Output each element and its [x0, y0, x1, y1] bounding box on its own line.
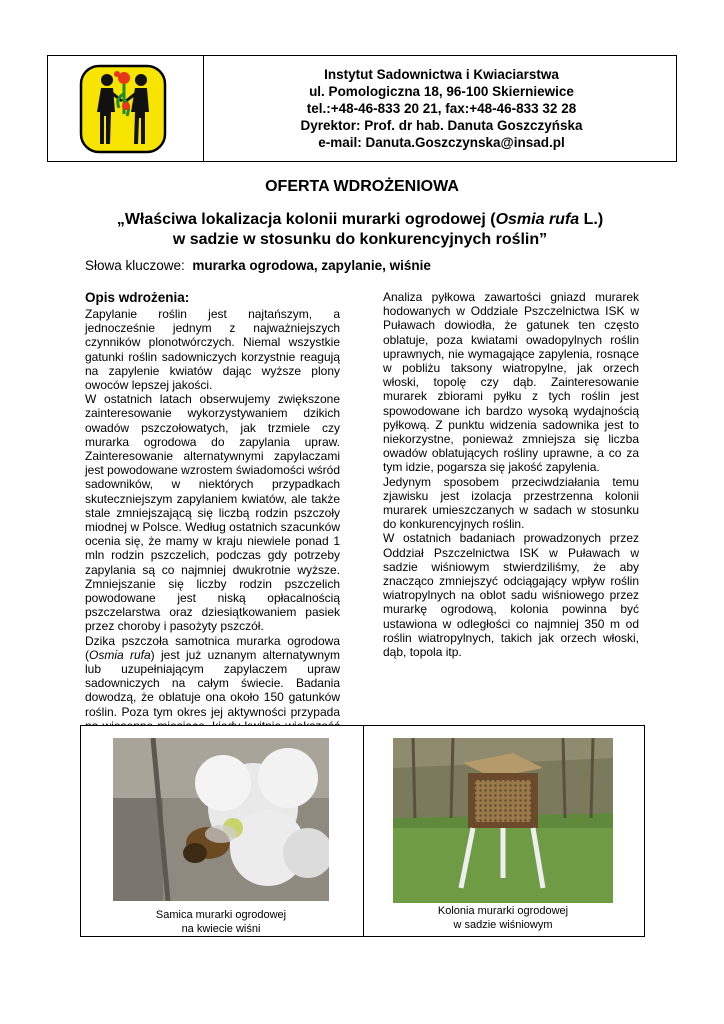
- caption-line: w sadzie wiśniowym: [453, 919, 553, 931]
- title-line-1: [60, 210, 660, 230]
- keywords: [85, 258, 431, 273]
- photo-divider: [363, 726, 364, 936]
- paragraph-2: W ostatnich latach obserwujemy zwiększone zainteresowanie wykorzystywaniem dzikich owadów pszczołowatych, jak trzmiele czy murarka ogrodowa do zapylania upraw. Zainteresowanie alternatywnymi zapylaczami jest powodowane wzrostem świadomości wśród sadowników, w niektórych przypadkach skuteczniejszym zapylaniem kwiatów, ale także stale zmniejszającą się liczbą rodzin pszczoły miodnej w Polsce. Według ostatnich szacunków ocenia się, że mamy w kraju niewiele ponad 1 mln rodzin pszczelich, podczas gdy potrzeby zapylania są co najmniej dwukrotnie wyższe. Zmniejszanie się liczby rodzin pszczelich powodowane jest niską opłacalnością pszczelarstwa oraz dziesiątkowaniem pasiek przez choroby i pasożyty pszczół.: [85, 392, 340, 634]
- title-part: „Właściwa lokalizacja kolonii murarki ogrodowej (: [116, 211, 496, 228]
- institute-info: [205, 66, 678, 151]
- caption-line: Kolonia murarki ogrodowej: [437, 905, 569, 917]
- caption-line: Samica murarki ogrodowej: [155, 909, 287, 921]
- text-run: ) jest już uznanym alternatywnym lub uzupełniającym zapylaczem upraw sadowniczych na całym świecie. Badania dowodzą, że oblatuje ona około 150 gatunków roślin. Poza tym okres jej aktywności przypada: [85, 647, 340, 719]
- institute-logo: [79, 64, 167, 154]
- text-run: Dzika pszczoła samotnica murarka ogrodowa (: [85, 633, 340, 662]
- section-heading: Opis wdrożenia:: [85, 290, 190, 305]
- text-column-left: [85, 290, 340, 747]
- photo-caption-2: [393, 904, 613, 932]
- keywords-value: murarka ogrodowa, zapylanie, wiśnie: [192, 258, 431, 273]
- logo-cell: [48, 56, 204, 161]
- document-title: [60, 210, 660, 250]
- title-line-2: w sadzie w stosunku do konkurencyjnych roślin”: [172, 231, 548, 248]
- species-name: Osmia rufa: [89, 647, 151, 662]
- photo-caption-1: [121, 908, 321, 936]
- title-species: Osmia rufa: [495, 211, 580, 228]
- institute-phone: tel.:+48-46-833 20 21, fax:+48-46-833 32 28: [306, 101, 577, 116]
- header-box: [47, 55, 677, 162]
- institute-email: e-mail: Danuta.Goszczynska@insad.pl: [318, 135, 565, 150]
- paragraph-5: Jedynym sposobem przeciwdziałania temu zjawisku jest izolacja przestrzenna kolonii murarek umieszczanych w sadach w stosunku do konkurencyjnych roślin.: [383, 474, 639, 532]
- institute-address: ul. Pomologiczna 18, 96-100 Skierniewice: [309, 84, 574, 99]
- title-part: L.): [579, 211, 604, 228]
- keywords-label: Słowa kluczowe:: [85, 258, 185, 273]
- paragraph-6: W ostatnich badaniach prowadzonych przez Oddział Pszczelnictwa ISK w Puławach w sadzie wiśniowym stwierdziliśmy, że aby znacząco zmniejszyć odciągający wpływ roślin wiatropylnych na oblot sadu wiśniowego przez murarkę ogrodową, kolonia powinna być ustawiona w odległości co najmniej 350 m od roślin wiatropylnych, takich jak orzech włoski, dąb, topola itp.: [383, 531, 639, 660]
- paragraph-1: Zapylanie roślin jest najtańszym, a jednocześnie jednym z najważniejszych czynników plonotwórczych. Niemal wszystkie gatunki roślin sadowniczych korzystnie reagują na zapylenie kwiatów dając wyższe plony owoców lepszej jakości.: [85, 307, 340, 393]
- photo-table: [80, 725, 645, 937]
- offer-title: OFERTA WDROŻENIOWA: [265, 178, 459, 195]
- institute-name: Instytut Sadownictwa i Kwiaciarstwa: [324, 67, 559, 82]
- bee-on-cherry-blossom-photo: [113, 738, 329, 901]
- text-column-right: [383, 290, 639, 659]
- institute-director: Dyrektor: Prof. dr hab. Danuta Goszczyńska: [300, 118, 583, 133]
- bee-colony-in-orchard-photo: [393, 738, 613, 903]
- paragraph-4: Analiza pyłkowa zawartości gniazd murarek hodowanych w Oddziale Pszczelnictwa ISK w Puławach dowiodła, że gatunek ten często oblatuje, poza kwiatami owadopylnych roślin uprawnych, nie wymagające zapylenia, rosnące w pobliżu taksony wiatropylne, jak orzech włoski, topolę czy dąb. Zainteresowanie murarek zbiorami pyłku z tych roślin jest spowodowane ich bardzo wysoką wydajnością pyłkową. Z punktu widzenia sadownika jest to niekorzystne, ponieważ zmniejsza się liczba owadów oblatujących rośliny uprawne, a co za tym idzie, pogarsza się jakość zapylenia.: [383, 290, 639, 475]
- caption-line: na kwiecie wiśni: [181, 923, 261, 935]
